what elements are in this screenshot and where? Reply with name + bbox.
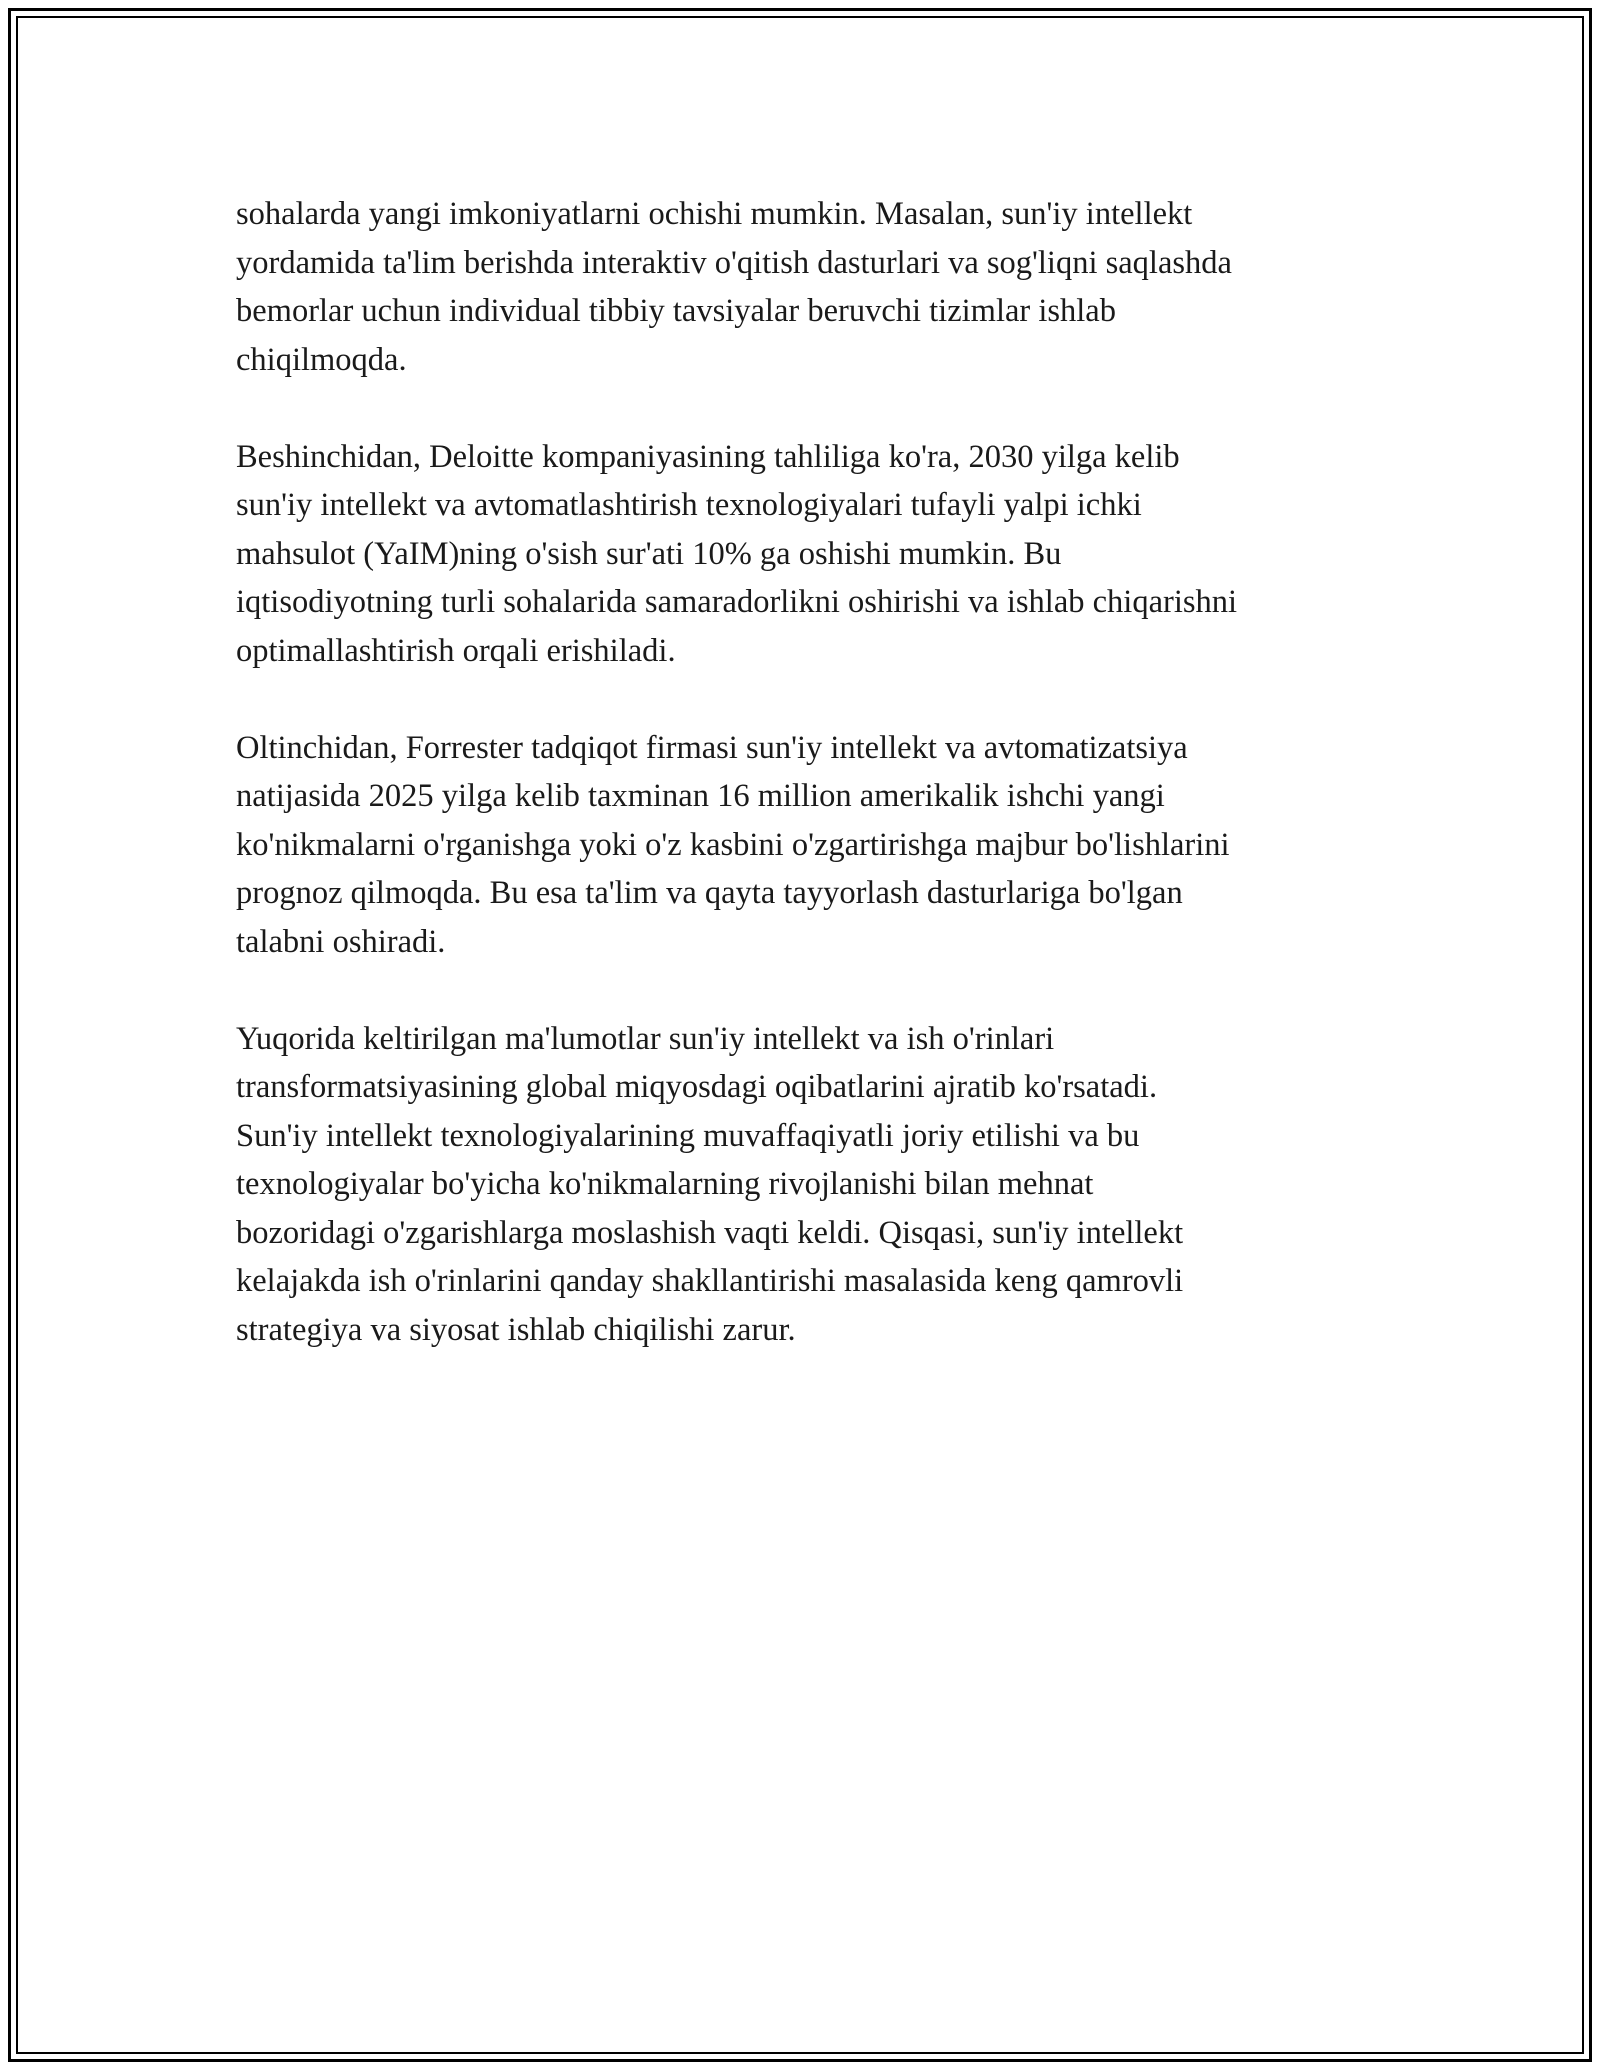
text-line: iqtisodiyotning turli sohalarida samaradorlikni oshirishi va ishlab chiqarishni — [236, 584, 1238, 620]
text-line: mahsulot (YaIM)ning o'sish sur'ati 10% ga oshishi mumkin. Bu — [236, 535, 1062, 572]
text-line: yordamida ta'lim berishda interaktiv o'qitish dasturlari va sog'liqni saqlashda — [236, 244, 1232, 281]
text-line: natijasida 2025 yilga kelib taxminan 16 million amerikalik ishchi yangi — [236, 778, 1165, 814]
text-line: texnologiyalar bo'yicha ko'nikmalarning rivojlanishi bilan mehnat — [236, 1166, 1094, 1202]
text-line: prognoz qilmoqda. Bu esa ta'lim va qayta tayyorlash dasturlariga bo'lgan — [236, 875, 1183, 911]
text-line: Oltinchidan, Forrester tadqiqot firmasi sun'iy intellekt va avtomatizatsiya — [236, 729, 1188, 766]
text-line: Beshinchidan, Deloitte kompaniyasining tahliliga ko'ra, 2030 yilga kelib — [236, 438, 1180, 475]
text-line: sun'iy intellekt va avtomatlashtirish texnologiyalari tufayli yalpi ichki — [236, 487, 1142, 523]
text-line: chiqilmoqda. — [236, 341, 407, 378]
text-line: sohalarda yangi imkoniyatlarni ochishi mumkin. Masalan, sun'iy intellekt — [236, 196, 1193, 232]
text-line: bemorlar uchun individual tibbiy tavsiyalar beruvchi tizimlar ishlab — [236, 293, 1116, 329]
paragraph-2 — [236, 433, 1376, 676]
text-line: transformatsiyasining global miqyosdagi oqibatlarini ajratib ko'rsatadi. — [236, 1069, 1158, 1105]
document-body — [236, 190, 1376, 1403]
text-line: Sun'iy intellekt texnologiyalarining muvaffaqiyatli joriy etilishi va bu — [236, 1117, 1140, 1154]
text-line: strategiya va siyosat ishlab chiqilishi zarur. — [236, 1311, 796, 1348]
text-line: optimallashtirish orqali erishiladi. — [236, 632, 676, 669]
text-line: Yuqorida keltirilgan ma'lumotlar sun'iy intellekt va ish o'rinlari — [236, 1020, 1055, 1057]
paragraph-4 — [236, 1015, 1376, 1355]
paragraph-1 — [236, 190, 1376, 384]
text-line: talabni oshiradi. — [236, 923, 446, 960]
text-line: bozoridagi o'zgarishlarga moslashish vaqti keldi. Qisqasi, sun'iy intellekt — [236, 1214, 1184, 1251]
text-line: kelajakda ish o'rinlarini qanday shakllantirishi masalasida keng qamrovli — [236, 1263, 1184, 1299]
paragraph-3 — [236, 724, 1376, 967]
text-line: ko'nikmalarni o'rganishga yoki o'z kasbini o'zgartirishga majbur bo'lishlarini — [236, 826, 1230, 863]
